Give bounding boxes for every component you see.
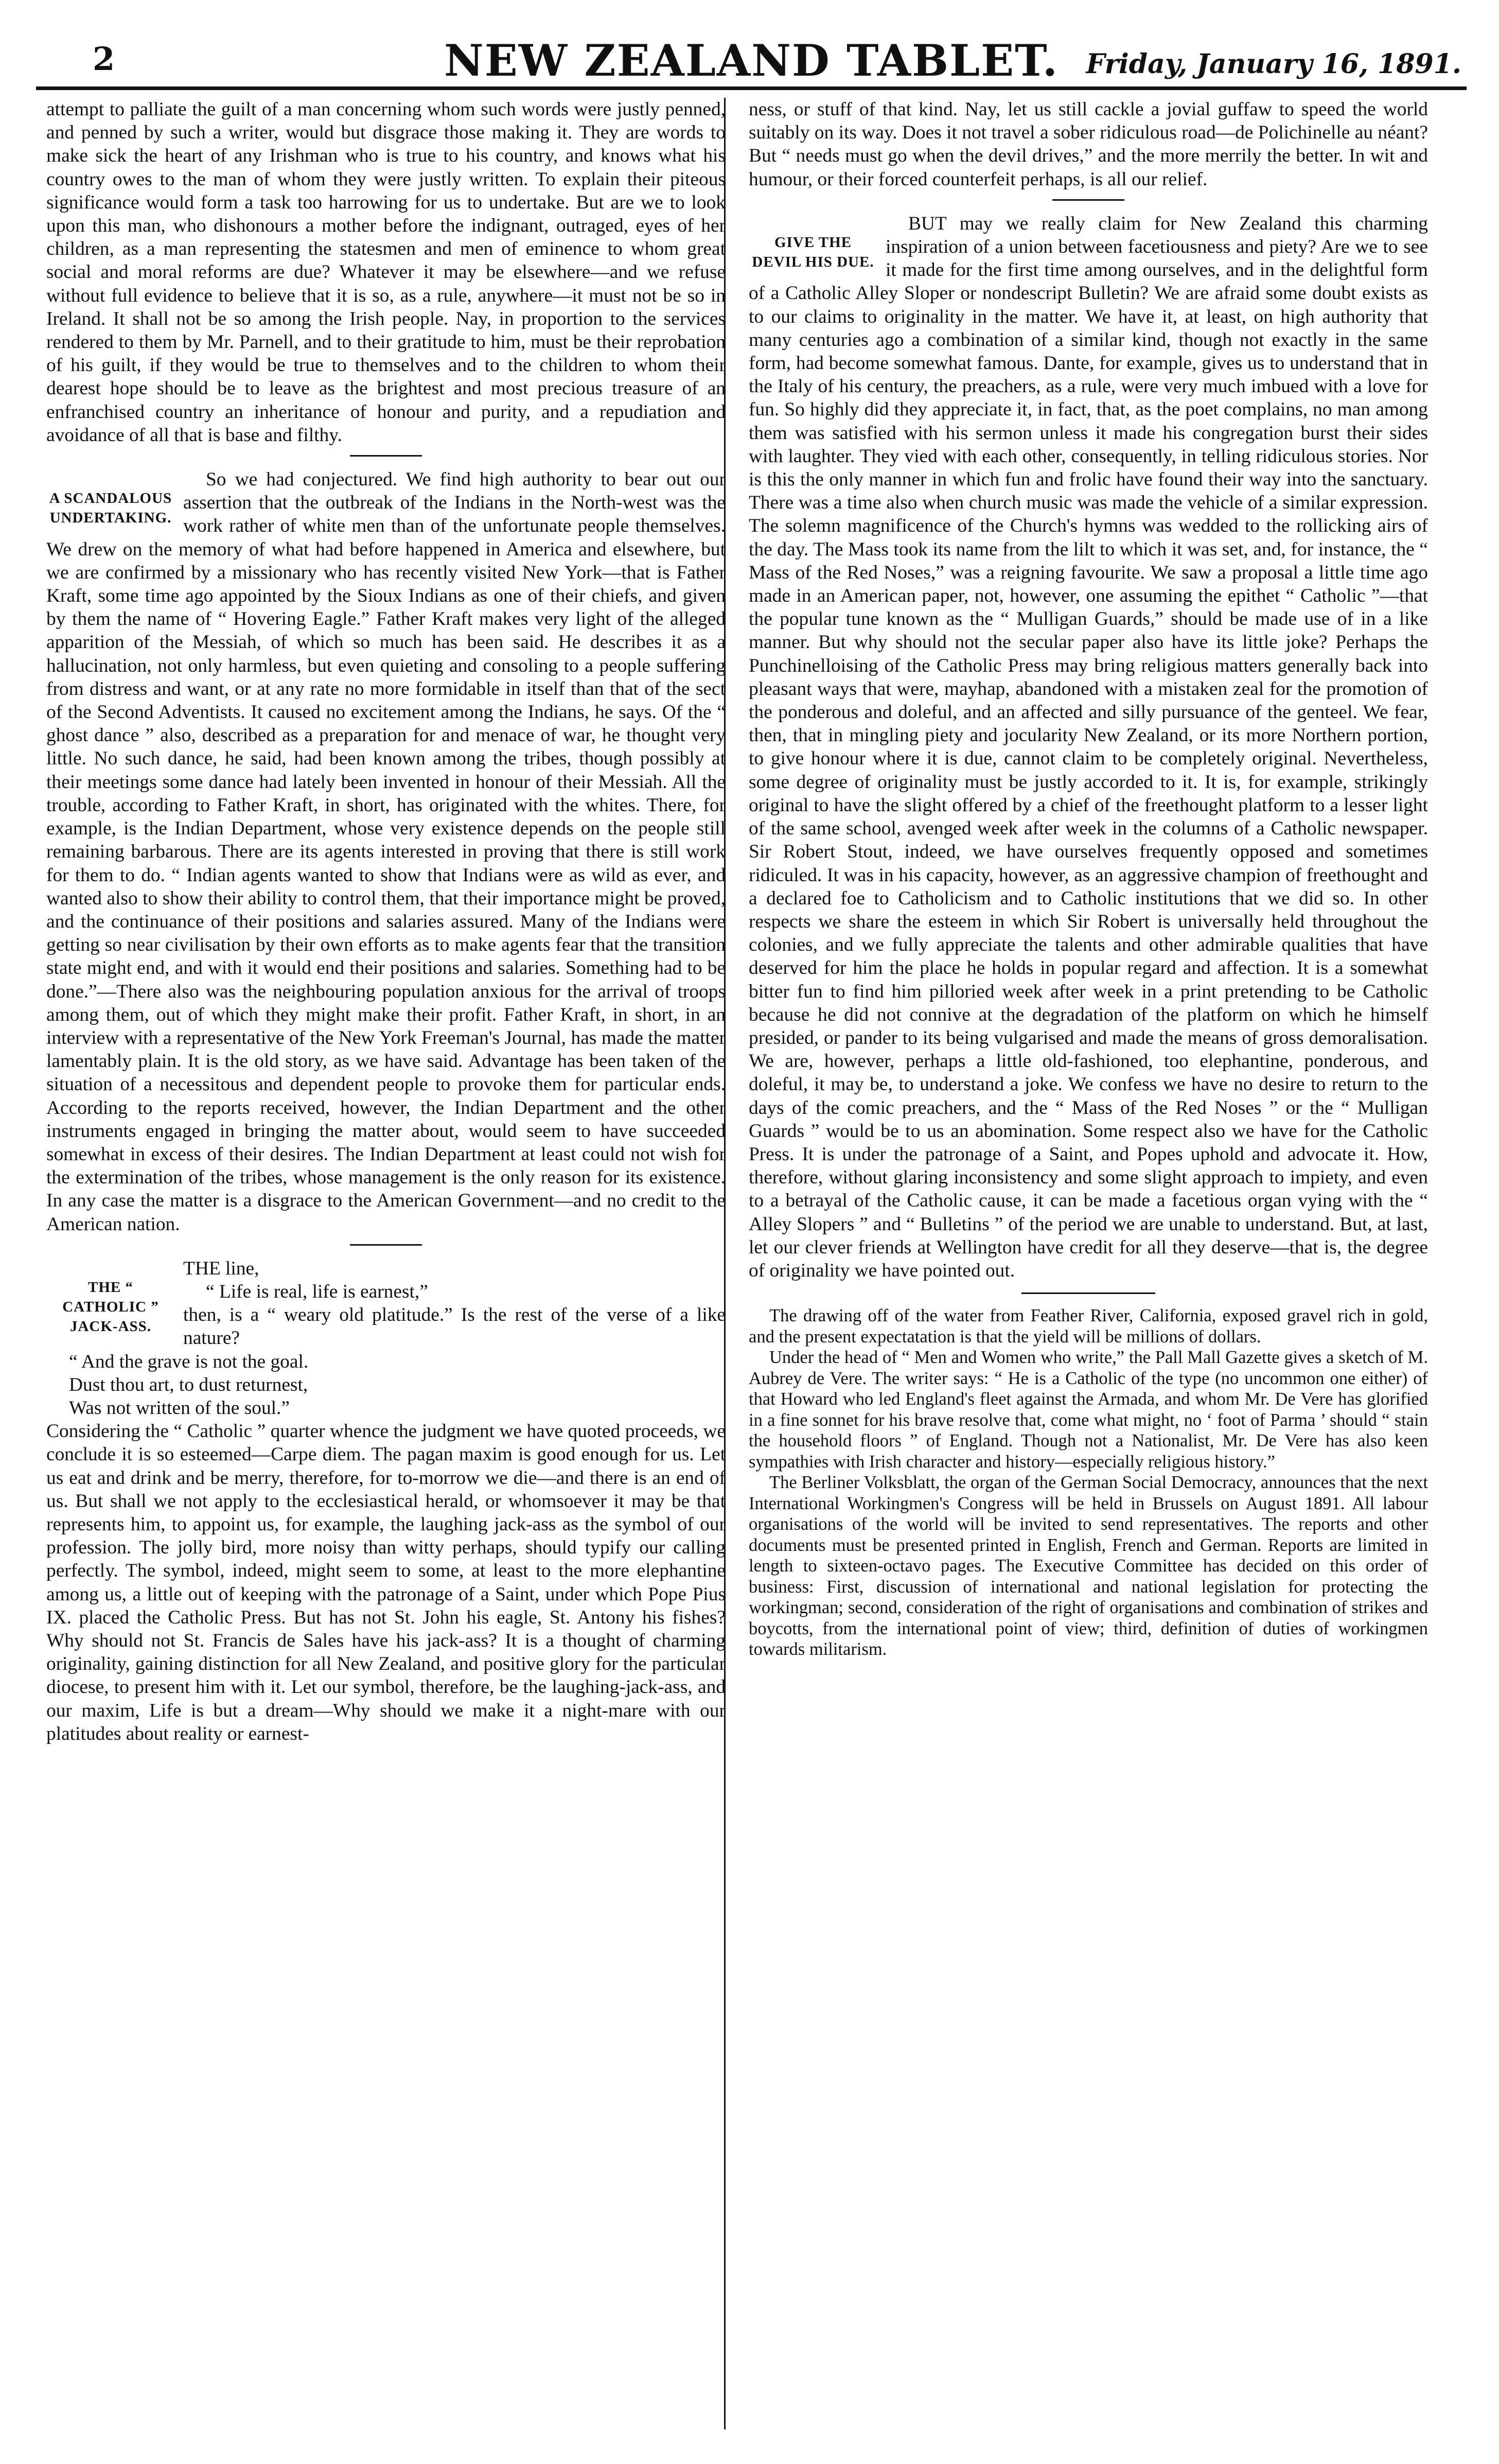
verse-line-3: Was not written of the soul.” <box>69 1397 290 1419</box>
side-heading-catholic-jackass: THE “ CATHOLIC ” JACK-ASS. <box>62 1279 159 1335</box>
note-workingmen-congress: The Berliner Volksblatt, the organ of the German Social Democracy, announces that the next International Workingmen's Congress will be held in Brussels on August 1891. All labour organisations of the world will be invited to send representatives. The reports and other documents must be presented printed in English, French and German. Reports are limited in length to sixteen-octavo pages. The Executive Committee has decided on this order of business: First, discussion of international and national legislation for protecting the workingman; second, consideration of the right of organisations and combination of strikes and boycotts, from the international point of view; third, definition of duties of workingmen towards militarism. <box>749 1473 1428 1659</box>
article-indians-text: So we had conjectured. We find high authority to bear out our assertion that the outbreak of the Indians in the North-west was the work rather of white men than of the unfortunate people themselves. We drew on the memory of what had before happened in America and elsewhere, but we are confirmed by a missionary who has recently visited New York—that is Father Kraft, some time ago appointed by the Sioux Indians as one of their chiefs, and given by them the name of “ Hovering Eagle.” Father Kraft makes very light of the alleged apparition of the Messiah, of which so much has been said. He describes it as a hallucination, not only harmless, but even quieting and consoling to a people suffering from distress and want, or at any rate no more formidable in itself than that of the sect of the Second Adventists. It caused no excitement among the Indians, he says. Of the “ ghost dance ” also, described as a preparation for and menace of war, he thought very little. No such dance, he said, had been known among the tribes, though possibly at their meetings some dance had lately been invented in honour of their Messiah. All the trouble, according to Father Kraft, in short, has originated with the whites. There, for example, is the Indian Department, whose very existence depends on the people still remaining barbarous. There are its agents interested in proving that there is still work for them to do. “ Indian agents wanted to show that Indians were as wild as ever, and wanted also to show their ability to control them, that their importance might be proved, and the continuance of their positions and salaries assured. Many of the Indians were getting so near civilisation by their own efforts as to make agents fear that the transition state might end, and with it would end their positions and salaries. Something had to be done.”—There also was the neighbouring population anxious for the arrival of troops among them, out of which they might make their profit. Father Kraft, in short, in an interview with a representative of the New York Freeman's Journal, has made the matter lamentably plain. It is the old story, as we have said. Advantage has been taken of the situation of a necessitous and dependent people to provoke them for particular ends. According to the reports received, however, the Indian Department and the other instruments engaged in bringing the matter about, would seem to have succeeded somewhat in excess of their desires. The Indian Department at least could not wish for the extermination of the tribes, whose management is the only reason for its existence. In any case the matter is a disgrace to the American Government—and no credit to the American nation. <box>46 469 726 1235</box>
masthead <box>36 35 1467 90</box>
article-separator <box>1052 199 1124 201</box>
right-column <box>749 98 1428 1660</box>
article-parnell-text: attempt to palliate the guilt of a man concerning whom such words were justly penned, and penned by such a writer, would but disgrace those making it. They are words to make sick the heart of any Irishman who is true to his country, and knows what his country owes to the man of whom they were justly written. To explain their piteous significance would form a task too harrowing for us to undertake. But are we to look upon this man, who dishonours a mother before the indignant, outraged, eyes of her children, as a man representing the statesmen and men of eminence to whom great social and moral reforms are due? Whatever it may be elsewhere—and we refuse without full evidence to believe that it is so, as a rule, anywhere—it must not be so in Ireland. It shall not be so among the Irish people. Nay, in proportion to the services rendered to them by Mr. Parnell, and to their gratitude to him, must be their reprobation of his guilt, if they would be true to themselves and to the children to whom their dearest hope should be to leave as the brightest and most precious treasure of an enfranchised country an inheritance of honour and purity, and a repudiation and avoidance of all that is base and filthy. <box>46 99 726 446</box>
article-jackass-continued: ness, or stuff of that kind. Nay, let us still cackle a jovial guffaw to speed the world suitably on its way. Does it not travel a sober ridiculous road—de Polichinelle au néant? But “ needs must go when the devil drives,” and the more merrily the better. In wit and humour, or their forced counterfeit perhaps, is all our relief. <box>749 99 1428 190</box>
article-jackass-mid: then, is a “ weary old platitude.” Is the rest of the verse of a like nature? <box>183 1304 726 1349</box>
left-column <box>46 98 726 1745</box>
note-aubrey-de-vere: Under the head of “ Men and Women who write,” the Pall Mall Gazette gives a sketch of M. Aubrey de Vere. The writer says: “ He is a Catholic of the type (no uncommon one either) of that Howard who led England's fleet against the Armada, and whom Mr. De Vere has glorified in a fine sonnet for his brave resolve that, come what might, no ‘ foot of Parma ’ should “ stain the household floors ” of England. Though not a Nationalist, Mr. De Vere has also keen sympathies with Irish character and history—especially religious history.” <box>749 1348 1428 1472</box>
article-separator <box>1021 1292 1155 1294</box>
verse-line-1: “ And the grave is not the goal. <box>69 1351 309 1372</box>
page-number: 2 <box>93 40 115 78</box>
issue-date: Friday, January 16, 1891. <box>1086 48 1461 80</box>
article-jackass-text: Considering the “ Catholic ” quarter whence the judgment we have quoted proceeds, we conclude it is so esteemed—Carpe diem. The pagan maxim is good enough for us. Let us eat and drink and be merry, therefore, for to-morrow we die—and there is an end of us. But shall we not apply to the ecclesiastical herald, or whomsoever it may be that represents him, to appoint us, for example, the laughing jack-ass as the symbol of our profession. The jolly bird, more noisy than witty perhaps, should typify our calling perfectly. The symbol, indeed, might seem to some, at least to the more elephantine among us, a little out of keeping with the patronage of a Saint, under which Pope Pius IX. placed the Catholic Press. But has not St. John his eagle, St. Antony his fishes? Why should not St. Francis de Sales have his jack-ass? It is a thought of charming originality, gaining distinction for all New Zealand, and positive glory for the particular diocese, to present him with it. Let our symbol, therefore, be the laughing-jack-ass, and our maxim, Life is but a dream—Why should we make it a night-mare with our platitudes about reality or earnest- <box>46 1421 726 1744</box>
article-jackass-intro: THE line, <box>183 1257 259 1279</box>
quoted-line: “ Life is real, life is earnest,” <box>206 1281 428 1302</box>
article-devil-text: BUT may we really claim for New Zealand this charming inspiration of a union between facetiousness and piety? Are we to see it made for the first time among ourselves, and in the delightful form of a Catholic Alley Sloper or nondescript Bulletin? We are afraid some doubt exists as to our claims to originality in the matter. We have it, at least, on high authority that many centuries ago a combination of a similar kind, though not exactly in the same form, had become somewhat famous. Dante, for example, gives us to understand that in the Italy of his century, the preachers, as a rule, were very much imbued with a love for fun. So highly did they appreciate it, in fact, that, as the poet complains, no man among them was satisfied with his sermon unless it made his congregation burst their sides with laughter. They vied with each other, consequently, in telling ridiculous stories. Nor is this the only manner in which fun and frolic have found their way into the sanctuary. There was a time also when church music was made the vehicle of a similar expression. The solemn magnificence of the Church's hymns was wedded to the rollicking airs of the day. The Mass took its name from the lilt to which it was set, and, for instance, the “ Mass of the Red Noses,” was a reigning favourite. We saw a proposal a little time ago made in an American paper, not, however, one assuming the epithet “ Catholic ”—that the popular tune known as the “ Mulligan Guards,” should be made use of in a like manner. But why should not the secular paper also have its little joke? Perhaps the Punchinelloising of the Catholic Press may bring religious matters generally back into pleasant ways that were, mayhap, abandoned with a mistaken zeal for the promotion of the ponderous and doleful, and an affected and silly pursuance of the genteel. We fear, then, that in mingling piety and jocularity New Zealand, or its more Northern portion, to give honour where it is due, cannot claim to be completely original. Nevertheless, some degree of originality must be justly accorded to it. It is, for example, strikingly original to have the slight offered by a chief of the freethought platform to a lesser light of the same school, avenged week after week in the columns of a Catholic newspaper. Sir Robert Stout, indeed, we have ourselves frequently opposed and sometimes ridiculed. It was in his capacity, however, as an aggressive champion of freethought and a declared foe to Catholicism and to Catholic institutions that we did so. In other respects we share the esteem in which Sir Robert is universally held throughout the colonies, and we fully appreciate the talents and other admirable qualities that have deserved for him the place he holds in popular regard and affection. It is a somewhat bitter fun to find him pilloried week after week in a print pretending to be Catholic because he did not connive at the degradation of the platform on which he himself presided, or pander to its being vulgarised and made the means of gross demoralisation. We are, however, perhaps a little old-fashioned, too elephantine, ponderous, and doleful, it may be, to understand a joke. We confess we have no desire to return to the days of the comic preachers, and the “ Mass of the Red Noses ” or the “ Mulligan Guards ” would be to us an abomination. Some respect also we have for the Catholic Press. It is under the patronage of a Saint, and Popes uphold and advocate it. How, therefore, without glaring inconsistency and some slight approach to impiety, and even to a betrayal of the Catholic cause, it can be made a facetious organ vying with the “ Alley Slopers ” and “ Bulletins ” of the period we are unable to understand. But, at last, let our clever friends at Wellington have credit for all they deserve—that is, the degree of originality we have pointed out. <box>749 213 1428 1281</box>
paper-title: NEW ZEALAND TABLET. <box>444 35 1059 86</box>
side-heading-give-the-devil: GIVE THE DEVIL HIS DUE. <box>752 234 874 270</box>
article-separator <box>350 455 422 457</box>
news-notes <box>749 1305 1428 1660</box>
note-feather-river: The drawing off of the water from Feather River, California, exposed gravel rich in gold, and the present expectatation is that the yield will be millions of dollars. <box>749 1306 1428 1347</box>
verse-line-2: Dust thou art, to dust returnest, <box>69 1374 308 1395</box>
article-separator <box>350 1244 422 1246</box>
side-heading-scandalous-undertaking: A SCANDALOUS UNDERTAKING. <box>49 490 172 527</box>
